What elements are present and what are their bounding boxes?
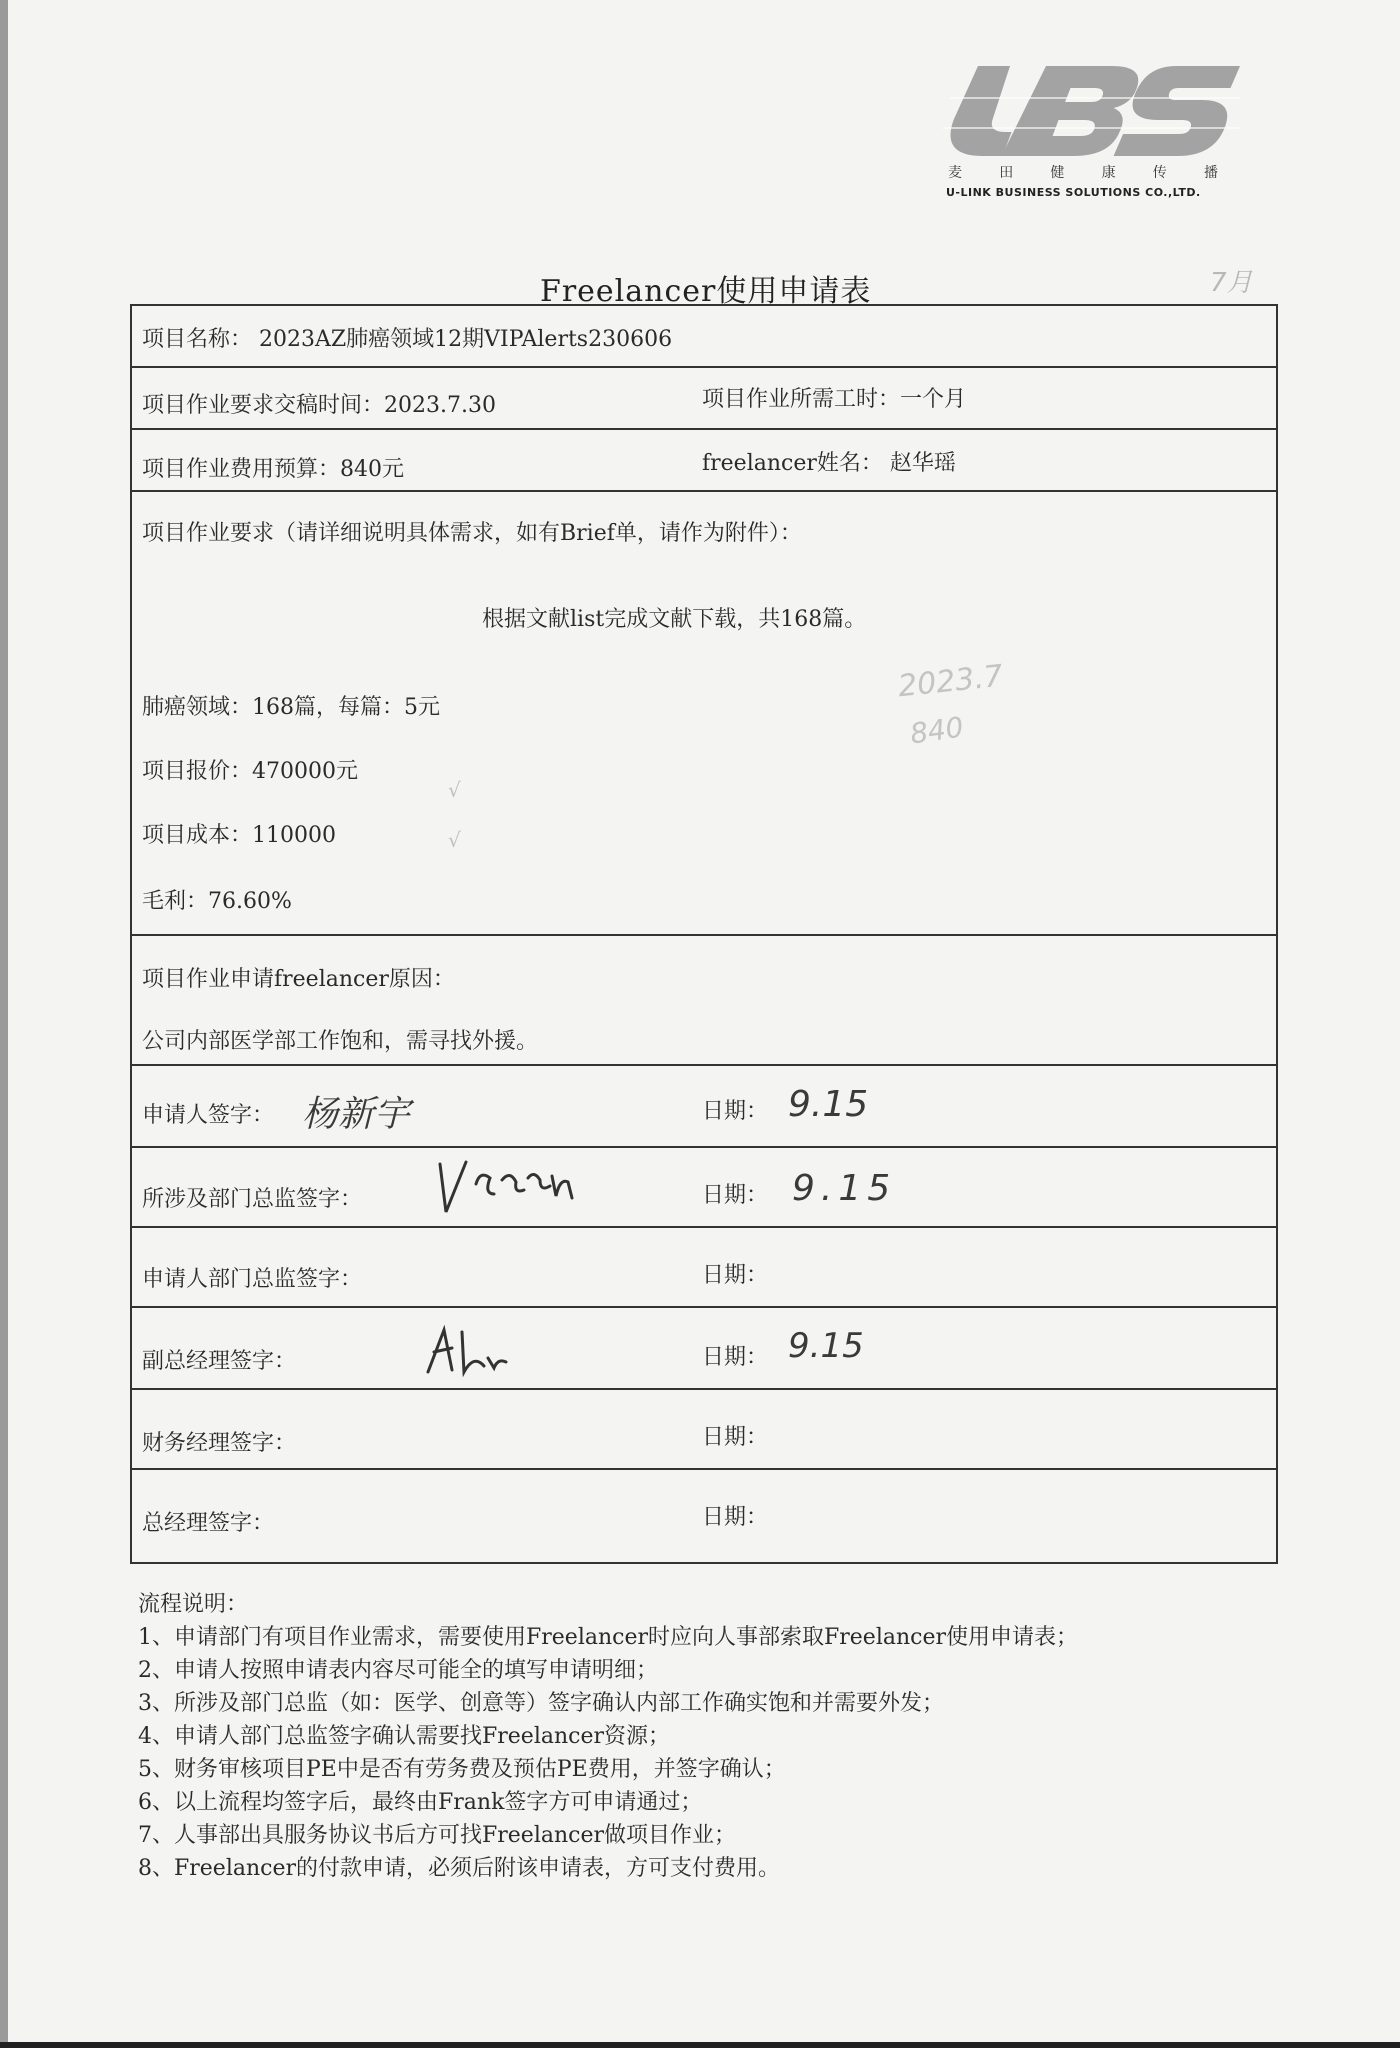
check-mark-quote: √ — [448, 778, 461, 802]
finance-manager-signature-label: 财务经理签字： — [142, 1431, 297, 1456]
note-item: 3、所涉及部门总监（如：医学、创意等）签字确认内部工作确实饱和并需要外发； — [138, 1691, 944, 1716]
vp-signature-label: 副总经理签字： — [142, 1349, 297, 1374]
row-applicant-dept-director-signature — [132, 1228, 1276, 1308]
note-item: 4、申请人部门总监签字确认需要找Freelancer资源； — [138, 1724, 670, 1749]
handwritten-amount-note: 840 — [907, 710, 966, 751]
dept-director-signature — [432, 1154, 602, 1224]
corner-handwritten-mark: 7月 — [1210, 268, 1253, 298]
date-value-1: 9.15 — [788, 1084, 869, 1125]
row-project-name — [132, 306, 1276, 368]
note-item: 1、申请部门有项目作业需求，需要使用Freelancer时应向人事部索取Freelancer使用申请表； — [138, 1625, 1078, 1650]
work-time-field: 项目作业所需工时：一个月 — [702, 387, 967, 412]
reason-body: 公司内部医学部工作饱和，需寻找外援。 — [142, 1029, 539, 1054]
gm-signature-label: 总经理签字： — [142, 1511, 275, 1536]
requirements-heading: 项目作业要求（请详细说明具体需求，如有Brief单，请作为附件）： — [142, 521, 802, 546]
applicant-dept-director-signature-label: 申请人部门总监签字： — [142, 1267, 363, 1292]
reason-heading: 项目作业申请freelancer原因： — [142, 967, 455, 992]
note-item: 5、财务审核项目PE中是否有劳务费及预估PE费用，并签字确认； — [138, 1757, 786, 1782]
date-label-5: 日期： — [702, 1425, 769, 1450]
row-vp-signature — [132, 1308, 1276, 1390]
application-form-table — [130, 304, 1278, 1564]
row-applicant-signature — [132, 1066, 1276, 1148]
logo-chinese-name: 麦 田 健 康 传 播 — [948, 165, 1218, 181]
page-left-edge — [0, 0, 8, 2048]
page-bottom-edge — [0, 2042, 1400, 2048]
budget-field: 项目作业费用预算：840元 — [142, 457, 404, 482]
dept-director-signature-label: 所涉及部门总监签字： — [142, 1187, 363, 1212]
row-reason — [132, 936, 1276, 1066]
date-label-1: 日期： — [702, 1099, 769, 1124]
date-value-2: 9.15 — [792, 1168, 897, 1209]
row-gm-signature — [132, 1470, 1276, 1562]
date-label-2: 日期： — [702, 1183, 769, 1208]
ubs-logo-icon — [940, 58, 1240, 158]
applicant-signature: 杨新宇 — [302, 1094, 411, 1135]
cost-line: 项目成本：110000 — [142, 823, 336, 848]
row-dept-director-signature — [132, 1148, 1276, 1228]
check-mark-cost: √ — [448, 828, 461, 852]
notes-heading: 流程说明： — [138, 1592, 249, 1617]
quote-line: 项目报价：470000元 — [142, 759, 358, 784]
row-deadline — [132, 368, 1276, 430]
company-logo — [940, 58, 1240, 208]
row-requirements — [132, 492, 1276, 936]
note-item: 6、以上流程均签字后，最终由Frank签字方可申请通过； — [138, 1790, 703, 1815]
handwritten-year-note: 2023.7 — [896, 658, 1005, 705]
note-item: 2、申请人按照申请表内容尽可能全的填写申请明细； — [138, 1658, 658, 1683]
date-label-3: 日期： — [702, 1263, 769, 1288]
date-label-4: 日期： — [702, 1345, 769, 1370]
vp-signature — [422, 1322, 532, 1382]
margin-line: 毛利：76.60% — [142, 889, 292, 914]
deadline-field: 项目作业要求交稿时间：2023.7.30 — [142, 393, 496, 418]
applicant-signature-label: 申请人签字： — [142, 1103, 275, 1128]
row-budget — [132, 430, 1276, 492]
project-name-field: 项目名称： 2023AZ肺癌领域12期VIPAlerts230606 — [142, 327, 673, 352]
note-item: 8、Freelancer的付款申请，必须后附该申请表，方可支付费用。 — [138, 1856, 780, 1881]
area-line: 肺癌领域：168篇，每篇：5元 — [142, 695, 440, 720]
form-title: Freelancer使用申请表 — [540, 274, 872, 309]
logo-english-name: U-LINK BUSINESS SOLUTIONS CO.,LTD. — [946, 186, 1201, 199]
row-finance-manager-signature — [132, 1390, 1276, 1470]
note-item: 7、人事部出具服务协议书后方可找Freelancer做项目作业； — [138, 1823, 736, 1848]
date-label-6: 日期： — [702, 1505, 769, 1530]
freelancer-name-field: freelancer姓名： 赵华瑶 — [702, 451, 956, 476]
requirements-body: 根据文献list完成文献下载，共168篇。 — [482, 607, 867, 632]
process-notes — [138, 1588, 1378, 1885]
date-value-3: 9.15 — [788, 1326, 864, 1366]
